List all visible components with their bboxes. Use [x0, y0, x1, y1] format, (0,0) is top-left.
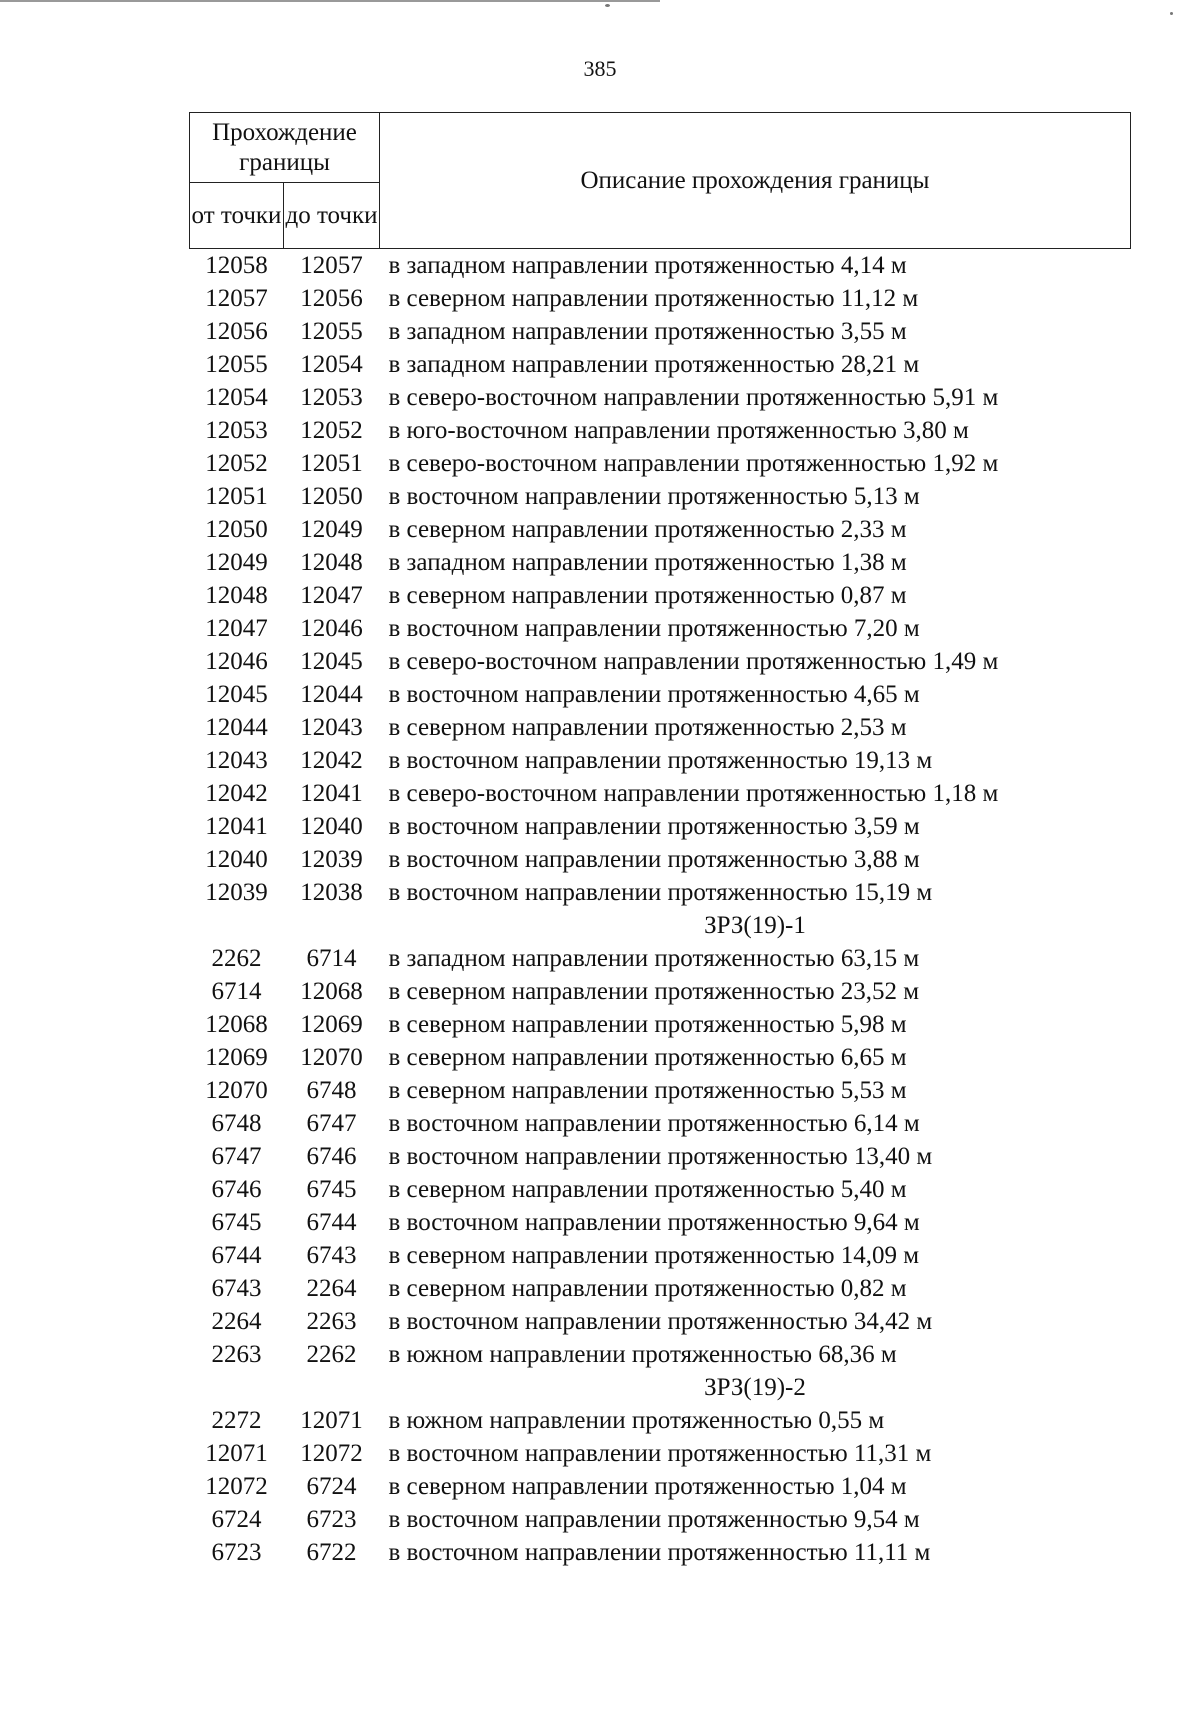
- description-cell: в северо-восточном направлении протяженностью 1,49 м: [388, 648, 999, 675]
- from-point-cell: 12045: [205, 681, 268, 708]
- to-point-cell: 12038: [300, 879, 363, 906]
- to-point-cell: 6723: [306, 1506, 357, 1533]
- table-row: [190, 546, 1131, 579]
- description-cell: в северо-восточном направлении протяженностью 1,18 м: [388, 780, 999, 807]
- description-cell: в восточном направлении протяженностью 15,19 м: [388, 879, 933, 906]
- table-row: [190, 612, 1131, 645]
- from-point-cell: 12055: [205, 351, 268, 378]
- to-point-cell: 12048: [300, 549, 363, 576]
- table-row: [190, 513, 1131, 546]
- description-cell: в восточном направлении протяженностью 4,65 м: [388, 681, 920, 708]
- table-row: [190, 1206, 1131, 1239]
- to-point-cell: 12070: [300, 1044, 363, 1071]
- from-point-cell: 2263: [211, 1341, 262, 1368]
- description-cell: в восточном направлении протяженностью 19,13 м: [388, 747, 933, 774]
- from-point-cell: 12056: [205, 318, 268, 345]
- description-cell: в северном направлении протяженностью 1,04 м: [388, 1473, 907, 1500]
- to-point-cell: 12047: [300, 582, 363, 609]
- description-cell: в восточном направлении протяженностью 3,88 м: [388, 846, 920, 873]
- table-row: [190, 1404, 1131, 1437]
- from-point-cell: 6746: [211, 1176, 262, 1203]
- description-cell: в восточном направлении протяженностью 34,42 м: [388, 1308, 933, 1335]
- table-row: [190, 282, 1131, 315]
- description-cell: в южном направлении протяженностью 0,55 м: [388, 1407, 885, 1434]
- from-point-cell: 6745: [211, 1209, 262, 1236]
- section-row: [190, 909, 1131, 942]
- from-point-cell: 12068: [205, 1011, 268, 1038]
- table-row: [190, 579, 1131, 612]
- table-row: [190, 1536, 1131, 1569]
- boundary-table: [189, 112, 1131, 1569]
- to-point-cell: 12053: [300, 384, 363, 411]
- header-from-point: от точки: [190, 183, 284, 249]
- to-point-cell: 12049: [300, 516, 363, 543]
- to-point-cell: 6724: [306, 1473, 357, 1500]
- table-row: [190, 1338, 1131, 1371]
- description-cell: в западном направлении протяженностью 4,14 м: [388, 252, 907, 279]
- description-cell: в восточном направлении протяженностью 13,40 м: [388, 1143, 933, 1170]
- description-cell: в восточном направлении протяженностью 9,64 м: [388, 1209, 920, 1236]
- from-point-cell: 6724: [211, 1506, 262, 1533]
- from-point-cell: 12057: [205, 285, 268, 312]
- description-cell: в восточном направлении протяженностью 9,54 м: [388, 1506, 920, 1533]
- from-point-cell: 12048: [205, 582, 268, 609]
- to-point-cell: 6714: [306, 945, 357, 972]
- scan-speck: [605, 4, 610, 7]
- description-cell: в северном направлении протяженностью 14,09 м: [388, 1242, 920, 1269]
- description-cell: в западном направлении протяженностью 3,55 м: [388, 318, 907, 345]
- from-point-cell: 6748: [211, 1110, 262, 1137]
- table-row: [190, 447, 1131, 480]
- to-point-cell: 6747: [306, 1110, 357, 1137]
- table-row: [190, 1041, 1131, 1074]
- table-row: [190, 348, 1131, 381]
- table-row: [190, 645, 1131, 678]
- to-point-cell: 6722: [306, 1539, 357, 1566]
- description-cell: в северном направлении протяженностью 23,52 м: [388, 978, 920, 1005]
- table-row: [190, 876, 1131, 909]
- from-point-cell: 12054: [205, 384, 268, 411]
- to-point-cell: 12052: [300, 417, 363, 444]
- table-row: [190, 1239, 1131, 1272]
- table-row: [190, 744, 1131, 777]
- table-row: [190, 843, 1131, 876]
- from-point-cell: 12040: [205, 846, 268, 873]
- to-point-cell: 6748: [306, 1077, 357, 1104]
- header-to-point: до точки: [284, 183, 380, 249]
- section-row: [190, 1371, 1131, 1404]
- description-cell: в северном направлении протяженностью 2,53 м: [388, 714, 907, 741]
- to-point-cell: 12040: [300, 813, 363, 840]
- description-cell: в юго-восточном направлении протяженностью 3,80 м: [388, 417, 969, 444]
- scan-edge-line: [0, 0, 660, 2]
- description-cell: в северном направлении протяженностью 0,82 м: [388, 1275, 907, 1302]
- description-cell: в западном направлении протяженностью 28,21 м: [388, 351, 920, 378]
- from-point-cell: 12051: [205, 483, 268, 510]
- to-point-cell: 12054: [300, 351, 363, 378]
- table-row: [190, 414, 1131, 447]
- table-row: [190, 1008, 1131, 1041]
- table-row: [190, 678, 1131, 711]
- to-point-cell: 12042: [300, 747, 363, 774]
- description-cell: в восточном направлении протяженностью 5,13 м: [388, 483, 920, 510]
- from-point-cell: 6744: [211, 1242, 262, 1269]
- from-point-cell: 12072: [205, 1473, 268, 1500]
- table-row: [190, 942, 1131, 975]
- description-cell: в восточном направлении протяженностью 7,20 м: [388, 615, 920, 642]
- table-body: [190, 249, 1131, 1570]
- table-row: [190, 1074, 1131, 1107]
- description-cell: в северном направлении протяженностью 6,65 м: [388, 1044, 907, 1071]
- scan-speck: [1170, 12, 1173, 15]
- to-point-cell: 12069: [300, 1011, 363, 1038]
- table-row: [190, 810, 1131, 843]
- to-point-cell: 12071: [300, 1407, 363, 1434]
- to-point-cell: 6744: [306, 1209, 357, 1236]
- description-cell: в северном направлении протяженностью 5,98 м: [388, 1011, 907, 1038]
- description-cell: в восточном направлении протяженностью 11,11 м: [388, 1539, 931, 1566]
- table-row: [190, 249, 1131, 283]
- to-point-cell: 12045: [300, 648, 363, 675]
- description-cell: в южном направлении протяженностью 68,36 м: [388, 1341, 897, 1368]
- page-number: 385: [583, 56, 617, 81]
- from-point-cell: 6723: [211, 1539, 262, 1566]
- description-cell: в северо-восточном направлении протяженностью 1,92 м: [388, 450, 999, 477]
- from-point-cell: 12039: [205, 879, 268, 906]
- table-row: [190, 975, 1131, 1008]
- from-point-cell: 12049: [205, 549, 268, 576]
- description-cell: в северном направлении протяженностью 5,40 м: [388, 1176, 907, 1203]
- table-header: [190, 113, 1131, 249]
- table-row: [190, 1173, 1131, 1206]
- to-point-cell: 6743: [306, 1242, 357, 1269]
- from-point-cell: 2272: [211, 1407, 262, 1434]
- to-point-cell: 12051: [300, 450, 363, 477]
- from-point-cell: 12071: [205, 1440, 268, 1467]
- to-point-cell: 12046: [300, 615, 363, 642]
- description-cell: в западном направлении протяженностью 63,15 м: [388, 945, 920, 972]
- to-point-cell: 12041: [300, 780, 363, 807]
- header-description: Описание прохождения границы: [380, 113, 1131, 249]
- section-title: ЗРЗ(19)-1: [704, 912, 806, 939]
- from-point-cell: 12046: [205, 648, 268, 675]
- table-row: [190, 1140, 1131, 1173]
- table-row: [190, 1305, 1131, 1338]
- to-point-cell: 12050: [300, 483, 363, 510]
- from-point-cell: 12043: [205, 747, 268, 774]
- description-cell: в западном направлении протяженностью 1,38 м: [388, 549, 907, 576]
- table-row: [190, 1470, 1131, 1503]
- from-point-cell: 6747: [211, 1143, 262, 1170]
- to-point-cell: 6746: [306, 1143, 357, 1170]
- description-cell: в северном направлении протяженностью 2,33 м: [388, 516, 907, 543]
- to-point-cell: 12043: [300, 714, 363, 741]
- to-point-cell: 12044: [300, 681, 363, 708]
- to-point-cell: 12055: [300, 318, 363, 345]
- header-boundary-passage: Прохождение границы: [190, 113, 380, 183]
- to-point-cell: 2262: [306, 1341, 357, 1368]
- to-point-cell: 2263: [306, 1308, 357, 1335]
- from-point-cell: 2262: [211, 945, 262, 972]
- from-point-cell: 2264: [211, 1308, 262, 1335]
- from-point-cell: 12058: [205, 252, 268, 279]
- from-point-cell: 12053: [205, 417, 268, 444]
- table-row: [190, 1437, 1131, 1470]
- table-row: [190, 1503, 1131, 1536]
- table-row: [190, 1272, 1131, 1305]
- description-cell: в северном направлении протяженностью 11,12 м: [388, 285, 919, 312]
- to-point-cell: 12068: [300, 978, 363, 1005]
- to-point-cell: 12057: [300, 252, 363, 279]
- to-point-cell: 6745: [306, 1176, 357, 1203]
- table-row: [190, 315, 1131, 348]
- to-point-cell: 12072: [300, 1440, 363, 1467]
- from-point-cell: 12052: [205, 450, 268, 477]
- table-row: [190, 777, 1131, 810]
- description-cell: в северном направлении протяженностью 0,87 м: [388, 582, 907, 609]
- from-point-cell: 12047: [205, 615, 268, 642]
- from-point-cell: 12042: [205, 780, 268, 807]
- to-point-cell: 12056: [300, 285, 363, 312]
- from-point-cell: 12050: [205, 516, 268, 543]
- from-point-cell: 12070: [205, 1077, 268, 1104]
- table-row: [190, 1107, 1131, 1140]
- section-title: ЗРЗ(19)-2: [704, 1374, 806, 1401]
- description-cell: в северном направлении протяженностью 5,53 м: [388, 1077, 907, 1104]
- from-point-cell: 12044: [205, 714, 268, 741]
- from-point-cell: 12041: [205, 813, 268, 840]
- table-row: [190, 711, 1131, 744]
- from-point-cell: 6743: [211, 1275, 262, 1302]
- to-point-cell: 2264: [306, 1275, 357, 1302]
- table-row: [190, 381, 1131, 414]
- to-point-cell: 12039: [300, 846, 363, 873]
- description-cell: в северо-восточном направлении протяженностью 5,91 м: [388, 384, 999, 411]
- description-cell: в восточном направлении протяженностью 11,31 м: [388, 1440, 932, 1467]
- from-point-cell: 12069: [205, 1044, 268, 1071]
- description-cell: в восточном направлении протяженностью 3,59 м: [388, 813, 920, 840]
- description-cell: в восточном направлении протяженностью 6,14 м: [388, 1110, 920, 1137]
- from-point-cell: 6714: [211, 978, 262, 1005]
- table-row: [190, 480, 1131, 513]
